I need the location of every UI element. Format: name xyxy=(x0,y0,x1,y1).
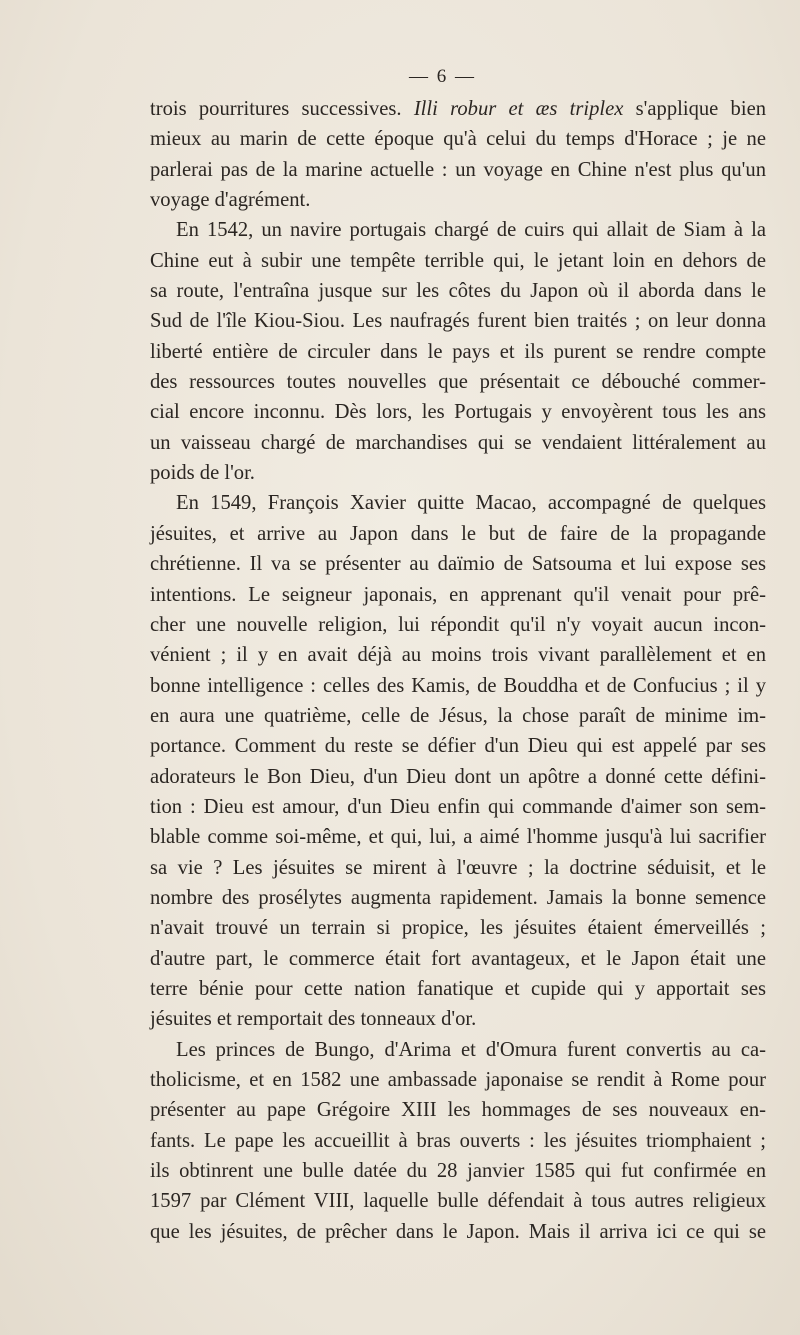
text-line: poids de l'or. xyxy=(150,462,255,485)
text-line: En 1542, un navire portugais chargé de cuirs qui allait de Siam à la xyxy=(176,219,766,242)
text-line: trois pourritures successives. Illi robur et æs triplex s'applique bien xyxy=(150,98,767,120)
paragraph xyxy=(150,215,766,488)
text-line: tholicisme, et en 1582 une ambassade japonaise se rendit à Rome pour xyxy=(150,1069,766,1091)
text-line: sa route, l'entraîna jusque sur les côtes du Japon où il aborda dans le xyxy=(150,280,766,303)
text-line: 1597 par Clément VIII, laquelle bulle défendait à tous autres religieux xyxy=(150,1190,766,1213)
text-line: cial encore inconnu. Dès lors, les Portugais y envoyèrent tous les ans xyxy=(150,401,766,424)
text-line: liberté entière de circuler dans le pays et ils purent se rendre compte xyxy=(150,340,766,363)
paragraph xyxy=(150,1035,766,1247)
text-line: parlerai pas de la marine actuelle : un voyage en Chine n'est plus qu'un xyxy=(150,158,766,181)
paragraph xyxy=(150,488,766,1034)
text-line: Les princes de Bungo, d'Arima et d'Omura furent convertis au ca- xyxy=(176,1038,766,1061)
text-line: chrétienne. Il va se présenter au daïmio de Satsouma et lui expose ses xyxy=(150,553,766,576)
text-line: n'avait trouvé un terrain si propice, les jésuites étaient émerveillés ; xyxy=(150,917,766,940)
paragraph xyxy=(150,94,766,215)
text-line: terre bénie pour cette nation fanatique et cupide qui y apportait ses xyxy=(150,977,766,1000)
text-line: des ressources toutes nouvelles que présentait ce débouché commer- xyxy=(150,371,766,394)
page-number: — 6 — xyxy=(409,66,476,87)
text-line: d'autre part, le commerce était fort avantageux, et le Japon était une xyxy=(150,947,766,970)
text-line: Sud de l'île Kiou-Siou. Les naufragés furent bien traités ; on leur donna xyxy=(150,310,766,333)
text-line: cher une nouvelle religion, lui répondit qu'il n'y voyait aucun incon- xyxy=(150,613,766,636)
text-line: voyage d'agrément. xyxy=(150,189,311,212)
text-line: Chine eut à subir une tempête terrible qui, le jetant loin en dehors de xyxy=(150,249,766,272)
text-line: un vaisseau chargé de marchandises qui se vendaient littéralement au xyxy=(150,431,766,454)
text-line: sa vie ? Les jésuites se mirent à l'œuvre ; la doctrine séduisit, et le xyxy=(150,856,766,879)
text-line: intentions. Le seigneur japonais, en apprenant qu'il venait pour prê- xyxy=(150,583,766,606)
italic-quote: Illi robur et æs triplex xyxy=(413,98,624,120)
text-line: En 1549, François Xavier quitte Macao, accompagné de quelques xyxy=(176,492,766,515)
text-line: présenter au pape Grégoire XIII les hommages de ses nouveaux en- xyxy=(150,1099,766,1122)
text-line: en aura une quatrième, celle de Jésus, la chose paraît de minime im- xyxy=(150,704,766,727)
body-text xyxy=(150,94,766,1247)
text-line: vénient ; il y en avait déjà au moins trois vivant parallèlement et en xyxy=(150,644,766,667)
text-line: ils obtinrent une bulle datée du 28 janvier 1585 qui fut confirmée en xyxy=(150,1160,766,1183)
text-line: jésuites, et arrive au Japon dans le but de faire de la propagande xyxy=(150,522,766,545)
text-line: bonne intelligence : celles des Kamis, de Bouddha et de Confucius ; il y xyxy=(150,674,766,697)
text-line: jésuites et remportait des tonneaux d'or. xyxy=(150,1008,477,1031)
text-line: mieux au marin de cette époque qu'à celui du temps d'Horace ; je ne xyxy=(150,128,766,151)
text-line: adorateurs le Bon Dieu, d'un Dieu dont un apôtre a donné cette défini- xyxy=(150,765,766,788)
text-line: nombre des prosélytes augmenta rapidement. Jamais la bonne semence xyxy=(150,886,766,909)
text-line: tion : Dieu est amour, d'un Dieu enfin qui commande d'aimer son sem- xyxy=(150,795,766,818)
text-line: portance. Comment du reste se défier d'un Dieu qui est appelé par ses xyxy=(150,735,766,758)
text-line: que les jésuites, de prêcher dans le Japon. Mais il arriva ici ce qui se xyxy=(150,1220,766,1243)
text-line: blable comme soi-même, et qui, lui, a aimé l'homme jusqu'à lui sacrifier xyxy=(150,826,766,849)
text-line: fants. Le pape les accueillit à bras ouverts : les jésuites triomphaient ; xyxy=(150,1129,766,1152)
